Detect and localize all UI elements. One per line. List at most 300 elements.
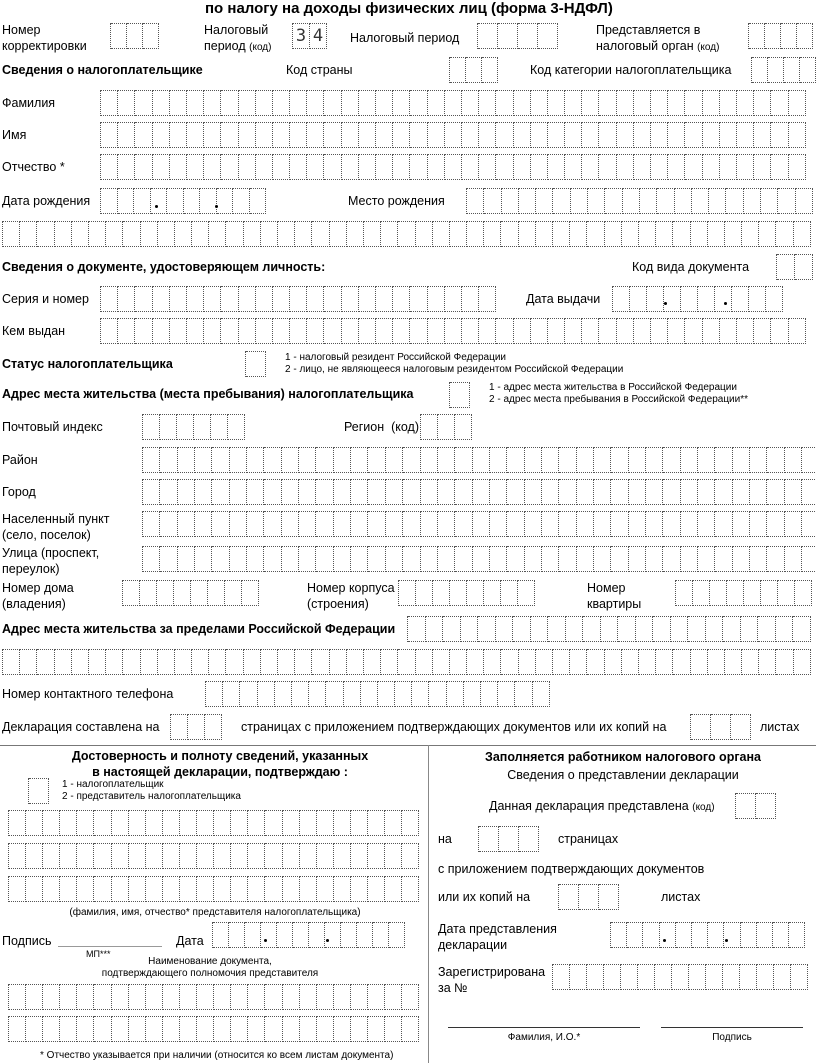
input-cell[interactable] <box>473 479 490 505</box>
series-number-cells[interactable] <box>100 286 496 312</box>
input-cell[interactable] <box>178 447 195 473</box>
input-cell[interactable] <box>630 286 647 312</box>
input-cell[interactable] <box>197 876 214 902</box>
input-cell[interactable] <box>599 884 619 910</box>
input-cell[interactable] <box>478 23 498 49</box>
input-cell[interactable] <box>221 90 238 116</box>
input-cell[interactable] <box>326 681 343 707</box>
input-cell[interactable] <box>134 188 151 214</box>
city-cells[interactable] <box>142 479 816 505</box>
input-cell[interactable] <box>29 778 49 804</box>
tax-period-cells[interactable] <box>477 23 558 49</box>
input-cell[interactable] <box>177 414 194 440</box>
input-cell[interactable] <box>428 122 445 148</box>
input-cell[interactable] <box>565 154 582 180</box>
input-cell[interactable] <box>653 616 671 642</box>
input-cell[interactable] <box>771 90 788 116</box>
input-cell[interactable] <box>170 122 187 148</box>
input-cell[interactable] <box>759 221 776 247</box>
input-cell[interactable] <box>693 580 710 606</box>
input-cell[interactable] <box>605 649 622 675</box>
input-cell[interactable] <box>118 286 135 312</box>
input-cell[interactable] <box>312 221 329 247</box>
input-cell[interactable] <box>361 681 378 707</box>
input-cell[interactable] <box>698 447 715 473</box>
input-cell[interactable] <box>715 546 732 572</box>
input-cell[interactable] <box>706 616 724 642</box>
input-cell[interactable] <box>777 254 795 280</box>
input-cell[interactable] <box>726 188 743 214</box>
input-cell[interactable] <box>141 221 158 247</box>
signature-line[interactable] <box>58 946 162 947</box>
input-cell[interactable] <box>206 681 223 707</box>
input-cell[interactable] <box>187 122 204 148</box>
input-cell[interactable] <box>639 221 656 247</box>
input-cell[interactable] <box>334 479 351 505</box>
input-cell[interactable] <box>368 843 385 869</box>
input-cell[interactable] <box>187 154 204 180</box>
input-cell[interactable] <box>307 318 324 344</box>
input-cell[interactable] <box>398 221 415 247</box>
input-cell[interactable] <box>582 154 599 180</box>
input-cell[interactable] <box>101 318 118 344</box>
input-cell[interactable] <box>239 90 256 116</box>
input-cell[interactable] <box>640 188 657 214</box>
input-cell[interactable] <box>60 1016 77 1042</box>
input-cell[interactable] <box>359 90 376 116</box>
input-cell[interactable] <box>146 810 163 836</box>
input-cell[interactable] <box>187 318 204 344</box>
input-cell[interactable] <box>398 649 415 675</box>
input-cell[interactable] <box>479 122 496 148</box>
category-code-cells[interactable] <box>751 57 816 83</box>
input-cell[interactable] <box>536 188 553 214</box>
input-cell[interactable] <box>789 154 806 180</box>
input-cell[interactable] <box>450 57 466 83</box>
input-cell[interactable] <box>265 1016 282 1042</box>
input-cell[interactable] <box>163 984 180 1010</box>
input-cell[interactable] <box>290 286 307 312</box>
input-cell[interactable] <box>737 318 754 344</box>
input-cell[interactable] <box>725 649 742 675</box>
input-cell[interactable] <box>290 318 307 344</box>
input-cell[interactable] <box>582 122 599 148</box>
input-cell[interactable] <box>175 221 192 247</box>
input-cell[interactable] <box>376 90 393 116</box>
input-cell[interactable] <box>26 843 43 869</box>
input-cell[interactable] <box>300 810 317 836</box>
input-cell[interactable] <box>368 511 385 537</box>
input-cell[interactable] <box>785 546 802 572</box>
input-cell[interactable] <box>651 90 668 116</box>
input-cell[interactable] <box>180 876 197 902</box>
input-cell[interactable] <box>292 681 309 707</box>
input-cell[interactable] <box>643 922 659 948</box>
input-cell[interactable] <box>231 843 248 869</box>
input-cell[interactable] <box>796 188 813 214</box>
input-cell[interactable] <box>723 964 740 990</box>
input-cell[interactable] <box>307 90 324 116</box>
input-cell[interactable] <box>247 511 264 537</box>
input-cell[interactable] <box>290 90 307 116</box>
input-cell[interactable] <box>754 318 771 344</box>
input-cell[interactable] <box>204 286 221 312</box>
input-cell[interactable] <box>309 681 326 707</box>
input-cell[interactable] <box>283 843 300 869</box>
input-cell[interactable] <box>498 23 518 49</box>
input-cell[interactable] <box>638 964 655 990</box>
input-cell[interactable] <box>587 221 604 247</box>
input-cell[interactable] <box>324 154 341 180</box>
input-cell[interactable] <box>325 922 341 948</box>
input-cell[interactable] <box>599 122 616 148</box>
input-cell[interactable] <box>629 447 646 473</box>
input-cell[interactable] <box>685 154 702 180</box>
input-cell[interactable] <box>223 681 240 707</box>
input-cell[interactable] <box>200 188 217 214</box>
input-cell[interactable] <box>351 876 368 902</box>
input-cell[interactable] <box>290 154 307 180</box>
input-cell[interactable] <box>629 479 646 505</box>
input-cell[interactable] <box>123 580 140 606</box>
input-cell[interactable] <box>265 984 282 1010</box>
input-cell[interactable] <box>582 90 599 116</box>
input-cell[interactable] <box>646 511 663 537</box>
input-cell[interactable] <box>791 964 808 990</box>
input-cell[interactable] <box>204 318 221 344</box>
input-cell[interactable] <box>583 616 601 642</box>
input-cell[interactable] <box>264 479 281 505</box>
input-cell[interactable] <box>663 479 680 505</box>
input-cell[interactable] <box>514 90 531 116</box>
input-cell[interactable] <box>226 221 243 247</box>
input-cell[interactable] <box>174 580 191 606</box>
input-cell[interactable] <box>299 546 316 572</box>
input-cell[interactable] <box>445 318 462 344</box>
input-cell[interactable] <box>307 122 324 148</box>
input-cell[interactable] <box>727 580 744 606</box>
input-cell[interactable] <box>496 616 514 642</box>
input-cell[interactable] <box>657 188 674 214</box>
input-cell[interactable] <box>703 122 720 148</box>
input-cell[interactable] <box>761 188 778 214</box>
input-cell[interactable] <box>167 188 184 214</box>
input-cell[interactable] <box>785 511 802 537</box>
input-cell[interactable] <box>410 318 427 344</box>
input-cell[interactable] <box>273 154 290 180</box>
input-cell[interactable] <box>60 876 77 902</box>
input-cell[interactable] <box>299 447 316 473</box>
foreign-address-cells[interactable] <box>407 616 811 642</box>
input-cell[interactable] <box>214 984 231 1010</box>
input-cell[interactable] <box>101 188 118 214</box>
input-cell[interactable] <box>112 810 129 836</box>
input-cell[interactable] <box>656 649 673 675</box>
input-cell[interactable] <box>307 154 324 180</box>
input-cell[interactable] <box>248 1016 265 1042</box>
input-cell[interactable] <box>445 286 462 312</box>
input-cell[interactable] <box>77 810 94 836</box>
input-cell[interactable] <box>467 649 484 675</box>
input-cell[interactable] <box>450 649 467 675</box>
office-pages-cells[interactable] <box>478 826 539 852</box>
input-cell[interactable] <box>688 616 706 642</box>
input-cell[interactable] <box>750 511 767 537</box>
input-cell[interactable] <box>691 649 708 675</box>
input-cell[interactable] <box>209 649 226 675</box>
input-cell[interactable] <box>802 479 816 505</box>
input-cell[interactable] <box>188 714 205 740</box>
input-cell[interactable] <box>741 616 759 642</box>
input-cell[interactable] <box>334 546 351 572</box>
input-cell[interactable] <box>733 479 750 505</box>
input-cell[interactable] <box>559 479 576 505</box>
input-cell[interactable] <box>282 511 299 537</box>
input-cell[interactable] <box>208 580 225 606</box>
input-cell[interactable] <box>795 254 813 280</box>
input-cell[interactable] <box>501 649 518 675</box>
input-cell[interactable] <box>295 649 312 675</box>
input-cell[interactable] <box>797 23 813 49</box>
input-cell[interactable] <box>438 479 455 505</box>
input-cell[interactable] <box>192 221 209 247</box>
input-cell[interactable] <box>499 826 519 852</box>
input-cell[interactable] <box>180 810 197 836</box>
input-cell[interactable] <box>129 876 146 902</box>
input-cell[interactable] <box>129 810 146 836</box>
input-cell[interactable] <box>180 984 197 1010</box>
input-cell[interactable] <box>709 188 726 214</box>
representative-fio-cells-1[interactable] <box>8 810 419 836</box>
input-cell[interactable] <box>373 922 389 948</box>
input-cell[interactable] <box>334 843 351 869</box>
input-cell[interactable] <box>767 447 784 473</box>
officer-name-line[interactable] <box>448 1027 640 1028</box>
input-cell[interactable] <box>733 447 750 473</box>
input-cell[interactable] <box>519 649 536 675</box>
input-cell[interactable] <box>256 122 273 148</box>
input-cell[interactable] <box>72 221 89 247</box>
input-cell[interactable] <box>386 511 403 537</box>
input-cell[interactable] <box>230 479 247 505</box>
input-cell[interactable] <box>533 681 550 707</box>
input-cell[interactable] <box>479 826 499 852</box>
input-cell[interactable] <box>158 221 175 247</box>
input-cell[interactable] <box>553 964 570 990</box>
input-cell[interactable] <box>9 984 26 1010</box>
input-cell[interactable] <box>438 414 455 440</box>
input-cell[interactable] <box>525 546 542 572</box>
input-cell[interactable] <box>767 479 784 505</box>
input-cell[interactable] <box>256 154 273 180</box>
input-cell[interactable] <box>395 681 412 707</box>
input-cell[interactable] <box>204 154 221 180</box>
surname-cells[interactable] <box>100 90 806 116</box>
input-cell[interactable] <box>587 964 604 990</box>
input-cell[interactable] <box>617 154 634 180</box>
input-cell[interactable] <box>668 318 685 344</box>
input-cell[interactable] <box>118 90 135 116</box>
input-cell[interactable] <box>599 318 616 344</box>
input-cell[interactable] <box>673 221 690 247</box>
input-cell[interactable] <box>231 810 248 836</box>
input-cell[interactable] <box>646 546 663 572</box>
input-cell[interactable] <box>230 447 247 473</box>
input-cell[interactable] <box>433 221 450 247</box>
pages-cells[interactable] <box>170 714 222 740</box>
input-cell[interactable] <box>386 447 403 473</box>
input-cell[interactable] <box>579 884 599 910</box>
input-cell[interactable] <box>647 286 664 312</box>
input-cell[interactable] <box>571 188 588 214</box>
input-cell[interactable] <box>548 616 566 642</box>
input-cell[interactable] <box>525 447 542 473</box>
input-cell[interactable] <box>226 649 243 675</box>
input-cell[interactable] <box>368 984 385 1010</box>
input-cell[interactable] <box>676 922 692 948</box>
input-cell[interactable] <box>278 649 295 675</box>
input-cell[interactable] <box>60 984 77 1010</box>
input-cell[interactable] <box>146 876 163 902</box>
input-cell[interactable] <box>698 479 715 505</box>
input-cell[interactable] <box>317 1016 334 1042</box>
input-cell[interactable] <box>244 649 261 675</box>
input-cell[interactable] <box>163 810 180 836</box>
input-cell[interactable] <box>466 57 482 83</box>
input-cell[interactable] <box>265 876 282 902</box>
input-cell[interactable] <box>754 154 771 180</box>
input-cell[interactable] <box>538 23 558 49</box>
input-cell[interactable] <box>246 351 266 377</box>
input-cell[interactable] <box>548 318 565 344</box>
office-sheets-cells[interactable] <box>558 884 619 910</box>
birth-date-cells[interactable] <box>100 188 266 214</box>
input-cell[interactable] <box>410 90 427 116</box>
input-cell[interactable] <box>416 649 433 675</box>
input-cell[interactable] <box>94 984 111 1010</box>
input-cell[interactable] <box>542 511 559 537</box>
input-cell[interactable] <box>776 616 794 642</box>
input-cell[interactable] <box>605 221 622 247</box>
input-cell[interactable] <box>197 843 214 869</box>
district-cells[interactable] <box>142 447 816 473</box>
input-cell[interactable] <box>212 511 229 537</box>
input-cell[interactable] <box>141 649 158 675</box>
input-cell[interactable] <box>502 188 519 214</box>
input-cell[interactable] <box>507 546 524 572</box>
input-cell[interactable] <box>478 616 496 642</box>
input-cell[interactable] <box>293 922 309 948</box>
input-cell[interactable] <box>283 810 300 836</box>
input-cell[interactable] <box>464 681 481 707</box>
input-cell[interactable] <box>264 511 281 537</box>
name-cells[interactable] <box>100 122 806 148</box>
input-cell[interactable] <box>703 318 720 344</box>
confirm-signer-cell[interactable] <box>28 778 49 804</box>
input-cell[interactable] <box>273 318 290 344</box>
input-cell[interactable] <box>334 511 351 537</box>
input-cell[interactable] <box>536 221 553 247</box>
input-cell[interactable] <box>519 826 539 852</box>
input-cell[interactable] <box>146 843 163 869</box>
input-cell[interactable] <box>43 876 60 902</box>
input-cell[interactable] <box>282 479 299 505</box>
input-cell[interactable] <box>160 511 177 537</box>
input-cell[interactable] <box>639 649 656 675</box>
input-cell[interactable] <box>191 580 208 606</box>
input-cell[interactable] <box>204 90 221 116</box>
input-cell[interactable] <box>601 616 619 642</box>
input-cell[interactable] <box>248 984 265 1010</box>
input-cell[interactable] <box>577 447 594 473</box>
input-cell[interactable] <box>566 616 584 642</box>
input-cell[interactable] <box>94 876 111 902</box>
input-cell[interactable] <box>143 546 160 572</box>
input-cell[interactable] <box>118 188 135 214</box>
input-cell[interactable] <box>750 447 767 473</box>
input-cell[interactable] <box>421 447 438 473</box>
input-cell[interactable] <box>802 511 816 537</box>
input-cell[interactable] <box>160 414 177 440</box>
input-cell[interactable] <box>359 318 376 344</box>
status-cell[interactable] <box>245 351 266 377</box>
input-cell[interactable] <box>312 649 329 675</box>
input-cell[interactable] <box>663 546 680 572</box>
input-cell[interactable] <box>351 810 368 836</box>
input-cell[interactable] <box>455 511 472 537</box>
input-cell[interactable] <box>368 479 385 505</box>
input-cell[interactable] <box>708 922 724 948</box>
input-cell[interactable] <box>473 546 490 572</box>
input-cell[interactable] <box>736 793 756 819</box>
input-cell[interactable] <box>143 479 160 505</box>
input-cell[interactable] <box>264 447 281 473</box>
input-cell[interactable] <box>771 122 788 148</box>
input-cell[interactable] <box>481 681 498 707</box>
input-cell[interactable] <box>531 616 549 642</box>
input-cell[interactable] <box>778 188 795 214</box>
input-cell[interactable] <box>450 580 467 606</box>
input-cell[interactable] <box>9 876 26 902</box>
input-cell[interactable] <box>731 714 751 740</box>
input-cell[interactable] <box>351 843 368 869</box>
input-cell[interactable] <box>565 122 582 148</box>
input-cell[interactable] <box>106 649 123 675</box>
input-cell[interactable] <box>258 681 275 707</box>
input-cell[interactable] <box>317 984 334 1010</box>
input-cell[interactable] <box>720 122 737 148</box>
input-cell[interactable] <box>26 810 43 836</box>
input-cell[interactable] <box>214 876 231 902</box>
input-cell[interactable] <box>94 843 111 869</box>
input-cell[interactable] <box>153 286 170 312</box>
input-cell[interactable] <box>163 1016 180 1042</box>
input-cell[interactable] <box>761 580 778 606</box>
input-cell[interactable] <box>594 546 611 572</box>
input-cell[interactable] <box>118 154 135 180</box>
input-cell[interactable] <box>570 964 587 990</box>
input-cell[interactable] <box>9 810 26 836</box>
input-cell[interactable] <box>724 922 740 948</box>
input-cell[interactable] <box>378 681 395 707</box>
input-cell[interactable] <box>351 479 368 505</box>
input-cell[interactable] <box>205 714 222 740</box>
input-cell[interactable] <box>708 649 725 675</box>
input-cell[interactable] <box>672 964 689 990</box>
input-cell[interactable] <box>393 286 410 312</box>
postal-code-cells[interactable] <box>142 414 245 440</box>
foreign-address-cells-continued[interactable] <box>2 649 811 675</box>
